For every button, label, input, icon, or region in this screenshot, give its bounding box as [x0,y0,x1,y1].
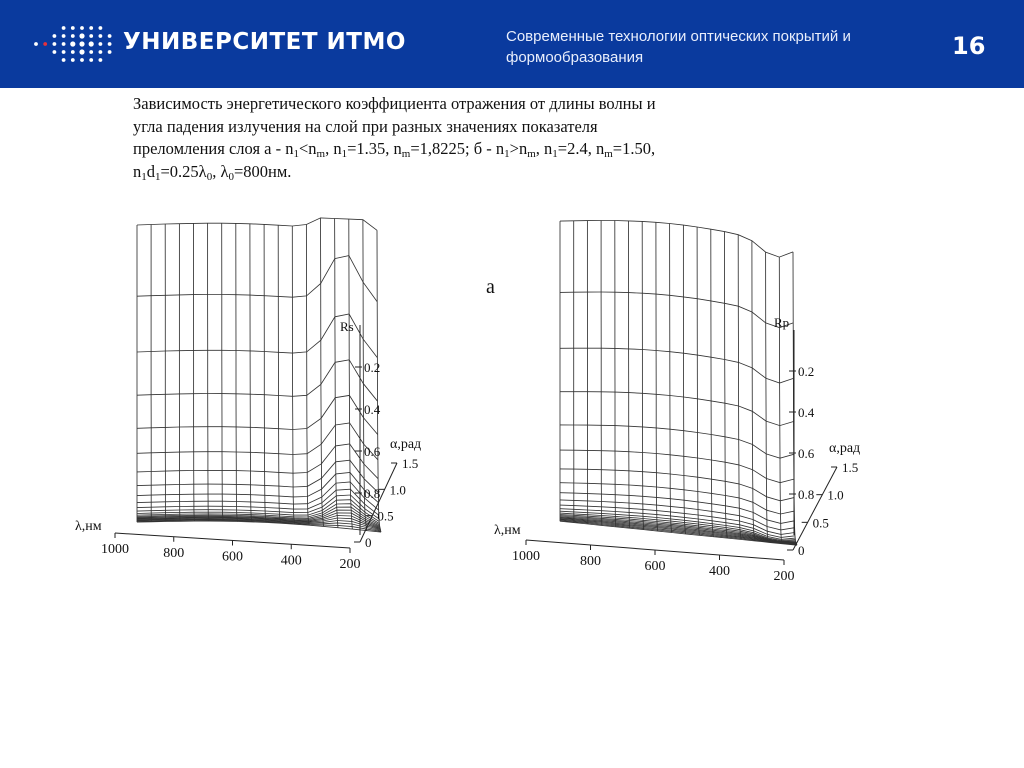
surface-grid-line-wavelength [629,221,630,528]
angle-tick-label: 0 [365,535,372,550]
logo-dot [34,42,38,46]
x-tick-label: 1000 [512,549,540,564]
x-tick-label: 400 [709,564,730,579]
caption-line-1: Зависимость энергетического коэффициента отражения от длины волны и [133,94,656,113]
logo-dot [79,41,84,46]
caption-line-2: угла падения излучения на слой при разных значениях показателя [133,116,598,136]
surface-grid-line-angle [137,256,377,302]
surface-grid-line-wavelength [179,224,180,522]
logo-dot [99,34,103,38]
surface-grid-line-wavelength [656,222,658,531]
university-name: УНИВЕРСИТЕТ ИТМО [123,29,406,55]
course-title: Современные технологии оптических покрытий и формообразования [506,28,851,66]
logo-dot [80,26,84,30]
x-tick-label: 200 [339,557,361,572]
surface-grid-line-angle [137,360,381,401]
angle-tick-label: 1.0 [827,487,844,503]
surface-grid-line-wavelength [642,221,643,529]
surface-grid-line-wavelength [264,224,266,522]
caption-line-4: $n_1d_1=0.25\lambda_0$, $\lambda_0=800нм$. [133,161,292,183]
subscript: 1 [293,148,299,160]
logo-dot [71,34,75,38]
logo-dot [108,34,112,38]
subscript: 0 [206,170,213,183]
angle-tick-label: 0.5 [377,508,394,524]
logo-dot [80,58,84,62]
surface-grid-line-wavelength [670,224,672,533]
surface-grid-line-wavelength [587,221,588,524]
subscript: 1 [504,148,510,160]
angle-axis-label: α,рад [829,441,861,456]
logo-dot [62,26,66,30]
subscript: m [401,148,411,160]
z-tick-label: 0.8 [798,487,815,502]
logo-dot [53,50,57,54]
z-tick-label: 0.2 [364,360,381,375]
angle-tick-label: 0 [798,543,805,558]
surface-grid-line-wavelength [738,235,741,540]
surface-grid-line-angle [137,218,377,230]
subscript: 0 [228,170,234,183]
z-axis-label: Rp [774,315,790,330]
z-tick-label: 0.6 [798,446,815,461]
surface-grid-line-wavelength [601,221,602,526]
logo-dot [108,42,112,46]
logo-dot [53,42,57,46]
x-tick-label: 1000 [101,542,129,557]
z-tick-label: 0.8 [364,486,381,501]
surface-grid-line-wavelength [752,241,755,541]
surface-grid-line-wavelength [363,220,367,531]
surface-grid-line-wavelength [236,223,238,521]
surface-grid-line-angle [560,483,794,514]
logo-dot [99,50,103,54]
logo-dot [53,34,57,38]
angle-tick-label: 0.5 [812,515,829,531]
x-tick-label: 600 [644,559,666,574]
panel-label: а [486,276,495,298]
chart-b-surface [488,230,861,584]
logo-dot [62,34,66,38]
surface-grid-line-wavelength [222,223,223,521]
logo-dot [99,42,103,46]
surface-grid-line-wavelength [766,252,770,542]
logo-dot [71,58,75,62]
slide-number: 16 [952,32,986,60]
surface-grid-line-angle [137,521,381,532]
chart-a-surface [75,230,455,575]
surface-grid-line-angle [560,348,793,383]
z-tick-label: 0.2 [798,364,815,379]
x-tick-label: 800 [163,545,185,561]
surface-grid-line-wavelength [321,218,324,527]
surface-grid-line-angle [560,292,793,328]
surface-grid-line-wavelength [194,223,195,521]
logo-dot [62,42,66,46]
surface-grid-line-angle [560,425,794,458]
surface-grid-line-wavelength [711,229,714,537]
surface-grid-line-wavelength [292,226,295,524]
logo-dot [89,26,93,30]
surface-grid-line-wavelength [278,225,280,523]
x-tick-label: 600 [222,549,243,565]
surface-grid-line-angle [137,473,379,503]
subscript: m [316,148,326,160]
logo-dot [89,50,93,54]
z-tick-label: 0.4 [364,402,381,417]
x-axis-label: λ,нм [494,523,521,538]
surface-grid-line-wavelength [335,219,338,528]
logo-dot [79,49,84,54]
x-tick-label: 800 [580,554,601,569]
x-axis-label: λ,нм [75,519,102,534]
subscript: 1 [552,148,558,160]
z-tick-label: 0.4 [798,405,815,420]
logo-dot [99,58,103,62]
chart-a [75,230,455,575]
surface-grid-line-wavelength [697,227,699,535]
chart-b [488,230,861,584]
surface-grid-line-wavelength [615,221,616,527]
surface-grid-line-wavelength [725,232,728,538]
logo-dot [71,50,75,54]
logo-dot [62,50,66,54]
subscript: 1 [141,170,147,183]
angle-tick-label: 1.0 [389,482,406,498]
surface-grid-line-wavelength [250,224,252,522]
subscript: m [604,148,613,160]
surface-grid-line-wavelength [208,223,209,521]
logo-dot [89,34,93,38]
surface-grid-line-angle [137,482,379,510]
x-tick-label: 400 [280,553,302,569]
angle-tick-label: 1.5 [402,456,419,471]
logo-dot [89,41,94,46]
surface-grid-line-wavelength [683,225,685,534]
logo-dot [71,26,75,30]
logo-dot [89,58,93,62]
surface-grid-line-angle [560,450,794,483]
surface-grid-line-wavelength [306,225,309,526]
header-bar [0,0,1024,88]
surface-grid-line-angle [560,221,793,258]
logo-dot [62,58,66,62]
logo-dot [79,33,84,38]
itmo-logo-icon [32,25,114,63]
subscript: m [527,148,536,160]
logo-dot [70,41,75,46]
logo-dot [108,50,112,54]
logo-dot [99,26,103,30]
caption-line-3: преломления слоя $а - n_1<n_m$, $n_1=1.35$, $n_m=1,8225$; $б - n_1>n_m$, $n_1=2.4$, $n_m=1.50$, [133,139,656,160]
surface-grid-line-angle [137,460,378,492]
surface-grid-line-wavelength [165,224,166,522]
angle-axis-line [793,467,837,550]
z-tick-label: 0.6 [364,444,381,459]
x-tick-label: 200 [773,569,795,584]
surface-grid-line-angle [560,392,794,426]
surface-grid-line-angle [137,423,378,460]
angle-axis-label: α,рад [390,437,422,452]
z-axis-label: Rs [340,319,354,334]
logo-dot [43,42,47,46]
surface-grid-line-angle [137,395,378,434]
figure-caption [133,93,793,183]
angle-tick-label: 1.5 [842,460,859,475]
surface-grid-line-wavelength [349,219,353,529]
subscript: 1 [155,170,161,183]
subscript: 1 [341,148,348,160]
